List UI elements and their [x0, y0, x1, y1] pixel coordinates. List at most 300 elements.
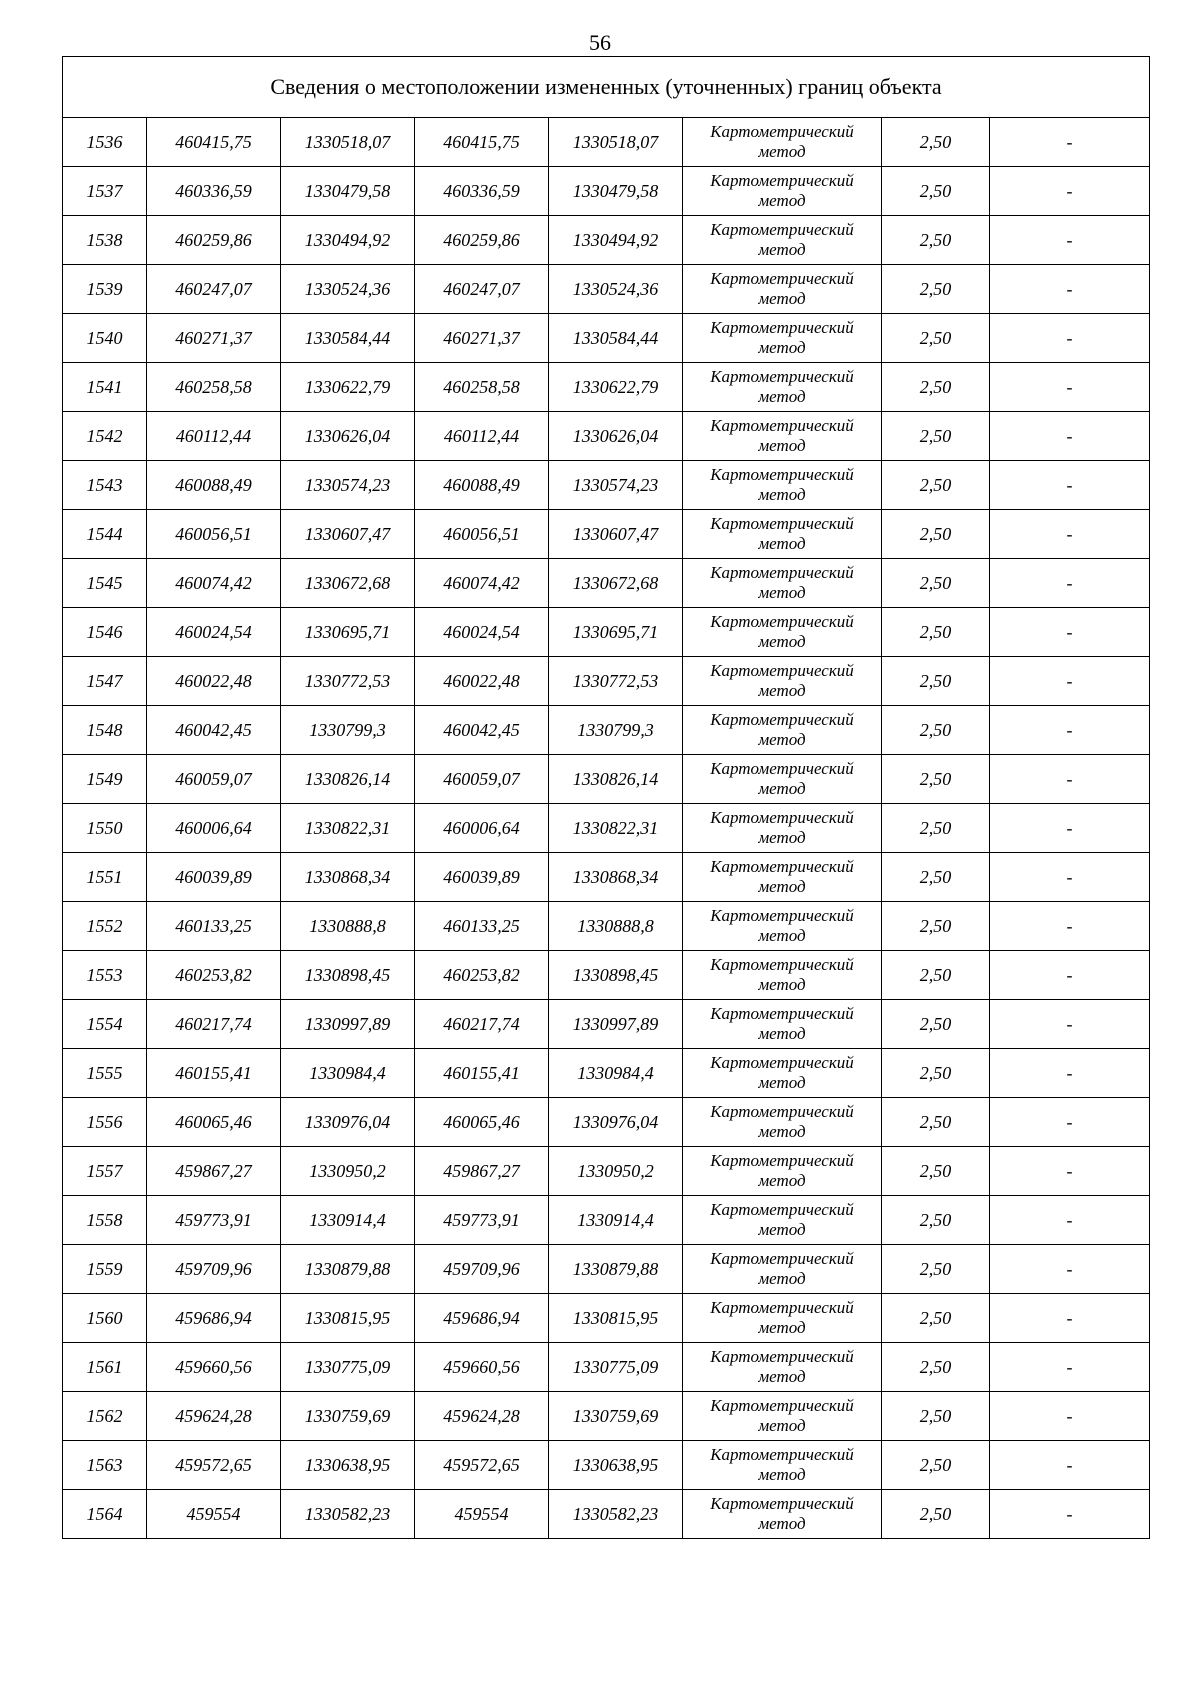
method-line-2: метод — [758, 485, 806, 504]
x-new-cell: 460258,58 — [415, 363, 549, 412]
point-number-cell: 1547 — [63, 657, 147, 706]
table-row — [63, 461, 1150, 510]
point-number-cell: 1543 — [63, 461, 147, 510]
table-row — [63, 1098, 1150, 1147]
description-cell: - — [990, 1245, 1150, 1294]
method-line-1: Картометрический — [710, 318, 854, 337]
method-line-1: Картометрический — [710, 1102, 854, 1121]
method-cell — [683, 216, 882, 265]
y-existing-cell: 1330607,47 — [281, 510, 415, 559]
y-existing-cell: 1330518,07 — [281, 118, 415, 167]
y-new-cell: 1330695,71 — [549, 608, 683, 657]
method-cell — [683, 657, 882, 706]
point-number-cell: 1539 — [63, 265, 147, 314]
method-line-1: Картометрический — [710, 563, 854, 582]
method-line-2: метод — [758, 240, 806, 259]
description-cell: - — [990, 853, 1150, 902]
accuracy-cell: 2,50 — [882, 167, 990, 216]
x-existing-cell: 460415,75 — [147, 118, 281, 167]
accuracy-cell: 2,50 — [882, 1343, 990, 1392]
method-cell — [683, 314, 882, 363]
point-number-cell: 1552 — [63, 902, 147, 951]
x-existing-cell: 460336,59 — [147, 167, 281, 216]
method-line-2: метод — [758, 1416, 806, 1435]
y-new-cell: 1330888,8 — [549, 902, 683, 951]
point-number-cell: 1553 — [63, 951, 147, 1000]
table-row — [63, 118, 1150, 167]
y-new-cell: 1330815,95 — [549, 1294, 683, 1343]
y-existing-cell: 1330914,4 — [281, 1196, 415, 1245]
accuracy-cell: 2,50 — [882, 216, 990, 265]
point-number-cell: 1557 — [63, 1147, 147, 1196]
description-cell: - — [990, 1392, 1150, 1441]
accuracy-cell: 2,50 — [882, 853, 990, 902]
table-row — [63, 167, 1150, 216]
x-existing-cell: 460247,07 — [147, 265, 281, 314]
accuracy-cell: 2,50 — [882, 1098, 990, 1147]
x-new-cell: 460059,07 — [415, 755, 549, 804]
x-new-cell: 459709,96 — [415, 1245, 549, 1294]
accuracy-cell: 2,50 — [882, 118, 990, 167]
x-existing-cell: 459624,28 — [147, 1392, 281, 1441]
method-cell — [683, 559, 882, 608]
y-new-cell: 1330799,3 — [549, 706, 683, 755]
y-existing-cell: 1330494,92 — [281, 216, 415, 265]
y-existing-cell: 1330815,95 — [281, 1294, 415, 1343]
method-line-1: Картометрический — [710, 1053, 854, 1072]
method-line-2: метод — [758, 338, 806, 357]
description-cell: - — [990, 167, 1150, 216]
method-cell — [683, 1441, 882, 1490]
point-number-cell: 1541 — [63, 363, 147, 412]
description-cell: - — [990, 706, 1150, 755]
description-cell: - — [990, 216, 1150, 265]
x-new-cell: 459572,65 — [415, 1441, 549, 1490]
x-existing-cell: 460133,25 — [147, 902, 281, 951]
method-line-2: метод — [758, 1073, 806, 1092]
y-new-cell: 1330607,47 — [549, 510, 683, 559]
method-cell — [683, 1245, 882, 1294]
y-new-cell: 1330775,09 — [549, 1343, 683, 1392]
method-cell — [683, 902, 882, 951]
x-existing-cell: 460042,45 — [147, 706, 281, 755]
method-line-1: Картометрический — [710, 759, 854, 778]
method-line-1: Картометрический — [710, 1200, 854, 1219]
method-line-2: метод — [758, 191, 806, 210]
accuracy-cell: 2,50 — [882, 1196, 990, 1245]
accuracy-cell: 2,50 — [882, 1490, 990, 1539]
method-line-1: Картометрический — [710, 857, 854, 876]
y-new-cell: 1330868,34 — [549, 853, 683, 902]
method-line-2: метод — [758, 877, 806, 896]
table-row — [63, 1245, 1150, 1294]
method-cell — [683, 1098, 882, 1147]
y-new-cell: 1330622,79 — [549, 363, 683, 412]
table-row — [63, 1392, 1150, 1441]
method-line-1: Картометрический — [710, 710, 854, 729]
accuracy-cell: 2,50 — [882, 608, 990, 657]
description-cell: - — [990, 314, 1150, 363]
method-cell — [683, 755, 882, 804]
point-number-cell: 1540 — [63, 314, 147, 363]
method-line-1: Картометрический — [710, 367, 854, 386]
x-existing-cell: 460056,51 — [147, 510, 281, 559]
y-existing-cell: 1330826,14 — [281, 755, 415, 804]
table-row — [63, 1049, 1150, 1098]
table-row — [63, 1490, 1150, 1539]
accuracy-cell: 2,50 — [882, 1441, 990, 1490]
accuracy-cell: 2,50 — [882, 1147, 990, 1196]
y-existing-cell: 1330638,95 — [281, 1441, 415, 1490]
description-cell: - — [990, 902, 1150, 951]
accuracy-cell: 2,50 — [882, 657, 990, 706]
y-existing-cell: 1330775,09 — [281, 1343, 415, 1392]
method-cell — [683, 706, 882, 755]
table-row — [63, 1343, 1150, 1392]
point-number-cell: 1555 — [63, 1049, 147, 1098]
method-line-1: Картометрический — [710, 514, 854, 533]
method-line-1: Картометрический — [710, 269, 854, 288]
point-number-cell: 1562 — [63, 1392, 147, 1441]
accuracy-cell: 2,50 — [882, 902, 990, 951]
method-cell — [683, 510, 882, 559]
description-cell: - — [990, 1294, 1150, 1343]
point-number-cell: 1551 — [63, 853, 147, 902]
point-number-cell: 1542 — [63, 412, 147, 461]
table-row — [63, 559, 1150, 608]
x-existing-cell: 460022,48 — [147, 657, 281, 706]
accuracy-cell: 2,50 — [882, 461, 990, 510]
table-row — [63, 608, 1150, 657]
y-existing-cell: 1330898,45 — [281, 951, 415, 1000]
method-line-2: метод — [758, 142, 806, 161]
method-line-2: метод — [758, 1465, 806, 1484]
table-row — [63, 216, 1150, 265]
x-new-cell: 460217,74 — [415, 1000, 549, 1049]
method-line-2: метод — [758, 583, 806, 602]
method-line-2: метод — [758, 1318, 806, 1337]
x-existing-cell: 460065,46 — [147, 1098, 281, 1147]
method-cell — [683, 804, 882, 853]
table-row — [63, 853, 1150, 902]
method-cell — [683, 1000, 882, 1049]
accuracy-cell: 2,50 — [882, 1000, 990, 1049]
y-new-cell: 1330494,92 — [549, 216, 683, 265]
x-existing-cell: 460088,49 — [147, 461, 281, 510]
x-new-cell: 459686,94 — [415, 1294, 549, 1343]
y-existing-cell: 1330695,71 — [281, 608, 415, 657]
y-new-cell: 1330582,23 — [549, 1490, 683, 1539]
x-existing-cell: 460039,89 — [147, 853, 281, 902]
accuracy-cell: 2,50 — [882, 1294, 990, 1343]
accuracy-cell: 2,50 — [882, 559, 990, 608]
point-number-cell: 1536 — [63, 118, 147, 167]
table-row — [63, 902, 1150, 951]
y-existing-cell: 1330950,2 — [281, 1147, 415, 1196]
x-new-cell: 460022,48 — [415, 657, 549, 706]
table-row — [63, 510, 1150, 559]
y-existing-cell: 1330888,8 — [281, 902, 415, 951]
method-line-2: метод — [758, 975, 806, 994]
description-cell: - — [990, 657, 1150, 706]
y-new-cell: 1330672,68 — [549, 559, 683, 608]
y-existing-cell: 1330984,4 — [281, 1049, 415, 1098]
x-new-cell: 460253,82 — [415, 951, 549, 1000]
description-cell: - — [990, 363, 1150, 412]
point-number-cell: 1560 — [63, 1294, 147, 1343]
method-line-1: Картометрический — [710, 808, 854, 827]
x-new-cell: 460247,07 — [415, 265, 549, 314]
table-row — [63, 412, 1150, 461]
method-cell — [683, 363, 882, 412]
method-line-2: метод — [758, 632, 806, 651]
point-number-cell: 1561 — [63, 1343, 147, 1392]
x-new-cell: 459624,28 — [415, 1392, 549, 1441]
point-number-cell: 1544 — [63, 510, 147, 559]
x-existing-cell: 460024,54 — [147, 608, 281, 657]
x-existing-cell: 459709,96 — [147, 1245, 281, 1294]
y-new-cell: 1330638,95 — [549, 1441, 683, 1490]
y-existing-cell: 1330822,31 — [281, 804, 415, 853]
method-line-1: Картометрический — [710, 220, 854, 239]
table-row — [63, 1000, 1150, 1049]
x-new-cell: 460074,42 — [415, 559, 549, 608]
x-new-cell: 460415,75 — [415, 118, 549, 167]
accuracy-cell: 2,50 — [882, 706, 990, 755]
point-number-cell: 1559 — [63, 1245, 147, 1294]
method-line-1: Картометрический — [710, 416, 854, 435]
y-new-cell: 1330976,04 — [549, 1098, 683, 1147]
y-new-cell: 1330626,04 — [549, 412, 683, 461]
x-new-cell: 460042,45 — [415, 706, 549, 755]
x-existing-cell: 459686,94 — [147, 1294, 281, 1343]
description-cell: - — [990, 1000, 1150, 1049]
method-line-2: метод — [758, 1220, 806, 1239]
method-line-2: метод — [758, 828, 806, 847]
point-number-cell: 1549 — [63, 755, 147, 804]
table-row — [63, 1441, 1150, 1490]
x-new-cell: 460056,51 — [415, 510, 549, 559]
y-existing-cell: 1330574,23 — [281, 461, 415, 510]
description-cell: - — [990, 1196, 1150, 1245]
table-row — [63, 755, 1150, 804]
y-new-cell: 1330518,07 — [549, 118, 683, 167]
x-new-cell: 459554 — [415, 1490, 549, 1539]
y-existing-cell: 1330582,23 — [281, 1490, 415, 1539]
point-number-cell: 1554 — [63, 1000, 147, 1049]
description-cell: - — [990, 461, 1150, 510]
method-line-2: метод — [758, 1122, 806, 1141]
accuracy-cell: 2,50 — [882, 265, 990, 314]
method-line-1: Картометрический — [710, 612, 854, 631]
y-new-cell: 1330950,2 — [549, 1147, 683, 1196]
x-existing-cell: 460006,64 — [147, 804, 281, 853]
y-new-cell: 1330479,58 — [549, 167, 683, 216]
accuracy-cell: 2,50 — [882, 1392, 990, 1441]
method-line-1: Картометрический — [710, 1445, 854, 1464]
method-cell — [683, 118, 882, 167]
method-cell — [683, 1392, 882, 1441]
accuracy-cell: 2,50 — [882, 1049, 990, 1098]
table-row — [63, 265, 1150, 314]
description-cell: - — [990, 510, 1150, 559]
method-line-2: метод — [758, 387, 806, 406]
description-cell: - — [990, 412, 1150, 461]
description-cell: - — [990, 608, 1150, 657]
description-cell: - — [990, 804, 1150, 853]
description-cell: - — [990, 951, 1150, 1000]
y-existing-cell: 1330584,44 — [281, 314, 415, 363]
y-new-cell: 1330984,4 — [549, 1049, 683, 1098]
method-cell — [683, 412, 882, 461]
x-new-cell: 460155,41 — [415, 1049, 549, 1098]
point-number-cell: 1556 — [63, 1098, 147, 1147]
accuracy-cell: 2,50 — [882, 412, 990, 461]
method-line-1: Картометрический — [710, 955, 854, 974]
method-line-1: Картометрический — [710, 122, 854, 141]
y-new-cell: 1330826,14 — [549, 755, 683, 804]
method-line-1: Картометрический — [710, 171, 854, 190]
x-existing-cell: 459554 — [147, 1490, 281, 1539]
method-line-1: Картометрический — [710, 906, 854, 925]
x-existing-cell: 460271,37 — [147, 314, 281, 363]
description-cell: - — [990, 118, 1150, 167]
x-existing-cell: 459773,91 — [147, 1196, 281, 1245]
y-new-cell: 1330574,23 — [549, 461, 683, 510]
accuracy-cell: 2,50 — [882, 510, 990, 559]
table-title: Сведения о местоположении измененных (уточненных) границ объекта — [63, 57, 1150, 118]
y-existing-cell: 1330626,04 — [281, 412, 415, 461]
y-existing-cell: 1330759,69 — [281, 1392, 415, 1441]
x-new-cell: 460271,37 — [415, 314, 549, 363]
y-new-cell: 1330914,4 — [549, 1196, 683, 1245]
method-line-2: метод — [758, 779, 806, 798]
point-number-cell: 1545 — [63, 559, 147, 608]
x-new-cell: 460336,59 — [415, 167, 549, 216]
y-existing-cell: 1330622,79 — [281, 363, 415, 412]
method-line-1: Картометрический — [710, 661, 854, 680]
x-new-cell: 459773,91 — [415, 1196, 549, 1245]
x-new-cell: 459867,27 — [415, 1147, 549, 1196]
method-cell — [683, 1196, 882, 1245]
method-line-1: Картометрический — [710, 1004, 854, 1023]
y-new-cell: 1330997,89 — [549, 1000, 683, 1049]
method-line-2: метод — [758, 730, 806, 749]
table-row — [63, 657, 1150, 706]
x-new-cell: 460006,64 — [415, 804, 549, 853]
method-line-2: метод — [758, 534, 806, 553]
description-cell: - — [990, 559, 1150, 608]
table-row — [63, 804, 1150, 853]
method-cell — [683, 1490, 882, 1539]
point-number-cell: 1548 — [63, 706, 147, 755]
x-new-cell: 460039,89 — [415, 853, 549, 902]
y-existing-cell: 1330997,89 — [281, 1000, 415, 1049]
method-line-1: Картометрический — [710, 1249, 854, 1268]
accuracy-cell: 2,50 — [882, 951, 990, 1000]
method-line-1: Картометрический — [710, 1494, 854, 1513]
table-row — [63, 1147, 1150, 1196]
point-number-cell: 1563 — [63, 1441, 147, 1490]
x-existing-cell: 460258,58 — [147, 363, 281, 412]
description-cell: - — [990, 1441, 1150, 1490]
x-new-cell: 460112,44 — [415, 412, 549, 461]
description-cell: - — [990, 1490, 1150, 1539]
y-new-cell: 1330524,36 — [549, 265, 683, 314]
x-new-cell: 460024,54 — [415, 608, 549, 657]
table-row — [63, 314, 1150, 363]
description-cell: - — [990, 1098, 1150, 1147]
accuracy-cell: 2,50 — [882, 363, 990, 412]
table-row — [63, 363, 1150, 412]
method-line-1: Картометрический — [710, 1298, 854, 1317]
y-existing-cell: 1330799,3 — [281, 706, 415, 755]
point-number-cell: 1558 — [63, 1196, 147, 1245]
y-new-cell: 1330822,31 — [549, 804, 683, 853]
method-line-2: метод — [758, 1514, 806, 1533]
y-new-cell: 1330772,53 — [549, 657, 683, 706]
accuracy-cell: 2,50 — [882, 804, 990, 853]
method-line-2: метод — [758, 1367, 806, 1386]
x-existing-cell: 459572,65 — [147, 1441, 281, 1490]
y-existing-cell: 1330772,53 — [281, 657, 415, 706]
coordinates-table — [62, 56, 1150, 1539]
y-new-cell: 1330584,44 — [549, 314, 683, 363]
x-existing-cell: 459660,56 — [147, 1343, 281, 1392]
description-cell: - — [990, 265, 1150, 314]
table-row — [63, 706, 1150, 755]
y-existing-cell: 1330976,04 — [281, 1098, 415, 1147]
description-cell: - — [990, 1049, 1150, 1098]
method-line-2: метод — [758, 926, 806, 945]
accuracy-cell: 2,50 — [882, 1245, 990, 1294]
table-row — [63, 1196, 1150, 1245]
x-existing-cell: 460253,82 — [147, 951, 281, 1000]
x-existing-cell: 460155,41 — [147, 1049, 281, 1098]
x-existing-cell: 459867,27 — [147, 1147, 281, 1196]
x-existing-cell: 460217,74 — [147, 1000, 281, 1049]
y-existing-cell: 1330524,36 — [281, 265, 415, 314]
point-number-cell: 1564 — [63, 1490, 147, 1539]
table-title-row — [63, 57, 1150, 118]
method-cell — [683, 167, 882, 216]
y-new-cell: 1330759,69 — [549, 1392, 683, 1441]
description-cell: - — [990, 755, 1150, 804]
y-existing-cell: 1330879,88 — [281, 1245, 415, 1294]
method-cell — [683, 951, 882, 1000]
method-cell — [683, 853, 882, 902]
method-line-2: метод — [758, 681, 806, 700]
x-existing-cell: 460059,07 — [147, 755, 281, 804]
method-cell — [683, 608, 882, 657]
x-existing-cell: 460074,42 — [147, 559, 281, 608]
x-existing-cell: 460259,86 — [147, 216, 281, 265]
method-line-1: Картометрический — [710, 1396, 854, 1415]
description-cell: - — [990, 1343, 1150, 1392]
method-line-2: метод — [758, 436, 806, 455]
method-line-1: Картометрический — [710, 465, 854, 484]
y-new-cell: 1330879,88 — [549, 1245, 683, 1294]
accuracy-cell: 2,50 — [882, 314, 990, 363]
x-new-cell: 460259,86 — [415, 216, 549, 265]
y-existing-cell: 1330672,68 — [281, 559, 415, 608]
method-line-1: Картометрический — [710, 1347, 854, 1366]
method-line-2: метод — [758, 1269, 806, 1288]
point-number-cell: 1538 — [63, 216, 147, 265]
y-existing-cell: 1330479,58 — [281, 167, 415, 216]
method-cell — [683, 1343, 882, 1392]
point-number-cell: 1537 — [63, 167, 147, 216]
